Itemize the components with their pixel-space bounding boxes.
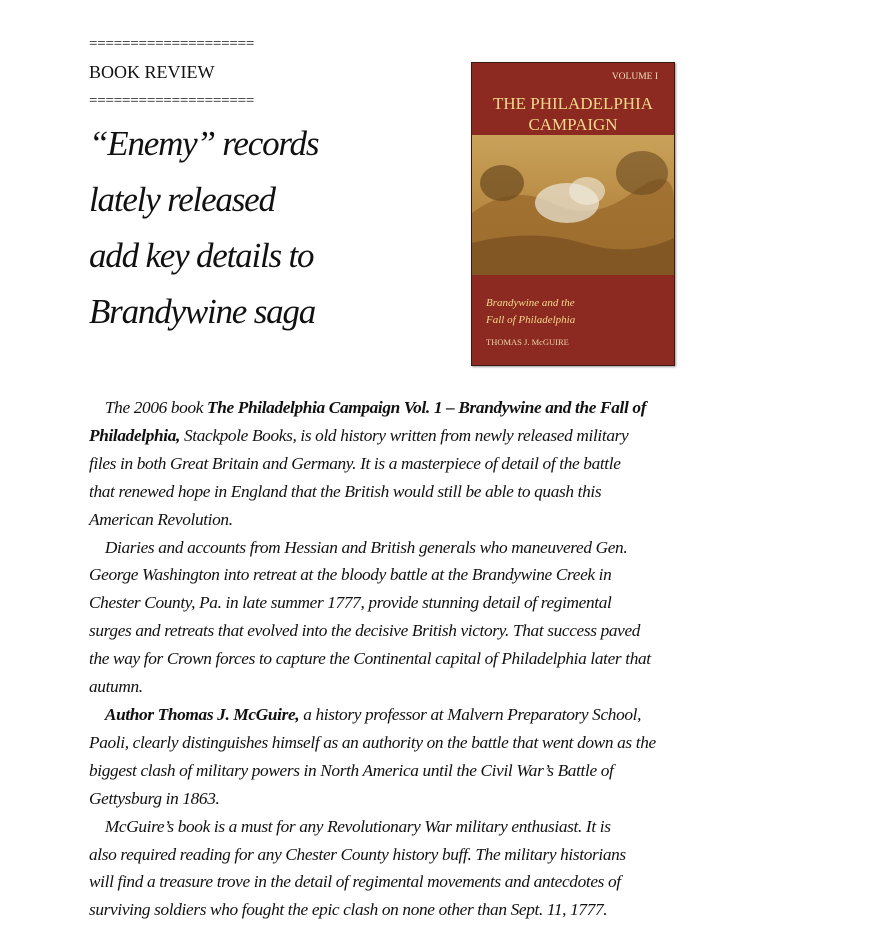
- text-line: American Revolution.: [89, 509, 233, 529]
- text-line: surviving soldiers who fought the epic clash on none other than Sept. 11, 1777.: [89, 900, 608, 920]
- text-line: Author Thomas J. McGuire, a history professor at Malvern Preparatory School,: [104, 704, 642, 724]
- text-line: autumn.: [89, 677, 143, 697]
- headline-line: lately released: [89, 180, 275, 219]
- cover-author: THOMAS J. McGUIRE: [486, 337, 569, 347]
- text-line: Paoli, clearly distinguishes himself as an authority on the battle that went down as the: [89, 732, 656, 752]
- text-line: Philadelphia, Stackpole Books, is old history written from newly released military: [89, 425, 629, 445]
- book-title: The Philadelphia Campaign Vol. 1 – Brandywine and the Fall of: [207, 398, 647, 417]
- rule-bottom: ====================: [89, 93, 255, 109]
- cover-subtitle-line2: Fall of Philadelphia: [486, 314, 576, 326]
- text-line: George Washington into retreat at the bloody battle at the Brandywine Creek in: [89, 565, 612, 585]
- headline-line: “Enemy” records: [89, 124, 319, 163]
- section-label: BOOK REVIEW: [89, 62, 215, 82]
- text-line: the way for Crown forces to capture the Continental capital of Philadelphia later that: [89, 649, 651, 669]
- book-cover-art: [472, 63, 674, 365]
- cover-title-line1: THE PHILADELPHIA: [492, 94, 654, 113]
- text-line: Diaries and accounts from Hessian and British generals who maneuvered Gen.: [104, 537, 628, 557]
- text-line: The 2006 book The Philadelphia Campaign Vol. 1 – Brandywine and the Fall of: [104, 398, 647, 417]
- text-line: biggest clash of military powers in North America until the Civil War’s Battle of: [89, 760, 614, 780]
- text-line: also required reading for any Chester County history buff. The military historians: [89, 844, 626, 864]
- text-line: Gettysburg in 1863.: [89, 788, 220, 808]
- cover-subtitle-line1: Brandywine and the: [486, 297, 575, 309]
- text-line: Chester County, Pa. in late summer 1777, provide stunning detail of regimental: [89, 593, 612, 613]
- cover-volume: VOLUME I: [611, 72, 658, 82]
- headline: [89, 116, 429, 340]
- book-cover: [471, 62, 675, 366]
- cover-title-line2: CAMPAIGN: [528, 115, 618, 134]
- text-line: surges and retreats that evolved into the decisive British victory. That success paved: [89, 621, 641, 641]
- book-title: Philadelphia,: [89, 425, 180, 445]
- text-line: McGuire’s book is a must for any Revolutionary War military enthusiast. It is: [104, 816, 611, 836]
- text-line: files in both Great Britain and Germany. It is a masterpiece of detail of the battle: [89, 453, 621, 473]
- text-line: that renewed hope in England that the British would still be able to quash this: [89, 481, 602, 501]
- rule-top: ====================: [89, 36, 255, 52]
- article-body: [89, 394, 809, 924]
- headline-line: Brandywine saga: [89, 292, 316, 331]
- headline-line: add key details to: [89, 236, 314, 275]
- text-line: will find a treasure trove in the detail of regimental movements and antecdotes of: [89, 872, 621, 892]
- author-name: Author Thomas J. McGuire,: [104, 704, 300, 724]
